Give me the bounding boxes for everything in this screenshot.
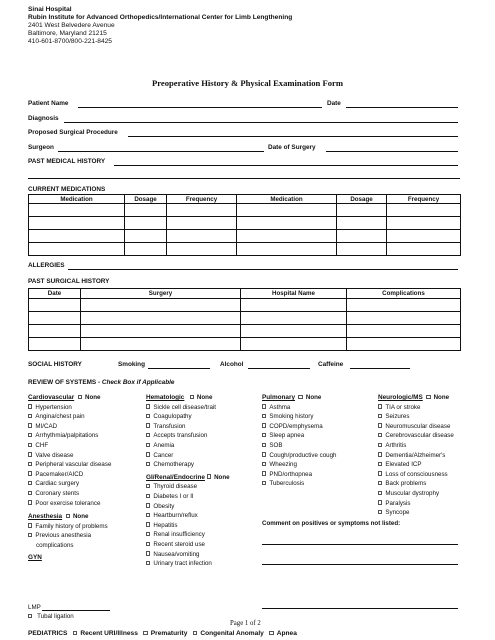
none-label: None [196, 394, 213, 401]
diagnosis-field[interactable] [64, 122, 458, 123]
table-row[interactable] [29, 230, 461, 243]
list-item[interactable]: CHF [28, 441, 111, 451]
gi-heading: GI/Renal/Endocrine [146, 473, 205, 481]
lmp-label: LMP [28, 604, 41, 611]
past-medical-history-line-2[interactable] [28, 178, 460, 179]
checkbox[interactable] [28, 533, 32, 537]
none-label: None [214, 473, 230, 481]
surgical-history-table [28, 288, 461, 351]
checkbox[interactable] [262, 462, 266, 466]
surgeon-field[interactable] [58, 151, 264, 152]
list-item[interactable]: Nausea/vomiting [146, 550, 230, 560]
list-item[interactable]: Previous anesthesia [28, 531, 111, 541]
pediatrics-item: Prematurity [150, 630, 188, 637]
list-item[interactable]: Heartburn/reflux [146, 511, 230, 521]
list-item[interactable]: Asthma [262, 403, 336, 413]
checkbox[interactable] [66, 514, 70, 518]
list-item[interactable]: Thyroid disease [146, 482, 230, 492]
checkbox[interactable] [378, 510, 382, 514]
list-item[interactable]: Wheezing [262, 460, 336, 470]
checkbox[interactable] [378, 404, 382, 408]
table-row[interactable] [29, 312, 461, 325]
checkbox[interactable] [378, 481, 382, 485]
medications-header-row [29, 195, 461, 204]
checkbox[interactable] [378, 471, 382, 475]
checkbox[interactable] [378, 452, 382, 456]
comment-label: Comment on positives or symptoms not listed: [262, 520, 401, 527]
date-of-surgery-field[interactable] [326, 151, 458, 152]
neurologic-heading: Neurologic/MS [378, 394, 423, 401]
past-medical-history-label: PAST MEDICAL HISTORY [28, 158, 106, 165]
list-item[interactable]: MI/CAD [28, 422, 111, 432]
list-item[interactable]: Hypertension [28, 403, 111, 413]
list-item[interactable]: Pacemaker/AICD [28, 470, 111, 480]
header-line-4: Baltimore, Maryland 21215 [28, 30, 107, 37]
header-line-1: Sinai Hospital [28, 6, 72, 13]
hospital-header [28, 6, 292, 46]
checkbox[interactable] [146, 542, 150, 546]
list-item[interactable]: Dementia/Alzheimer's [378, 451, 454, 461]
checkbox[interactable] [146, 503, 150, 507]
smoking-label: Smoking [118, 361, 145, 368]
checkbox[interactable] [28, 404, 32, 408]
table-row[interactable] [29, 325, 461, 338]
checkbox[interactable] [298, 395, 302, 399]
list-item[interactable]: Loss of consciousness [378, 470, 454, 480]
list-item[interactable]: Urinary tract infection [146, 559, 230, 569]
pediatrics-row [28, 630, 297, 637]
checkbox[interactable] [378, 443, 382, 447]
table-row[interactable] [29, 243, 461, 256]
alcohol-label: Alcohol [220, 361, 244, 368]
lmp-field[interactable] [42, 610, 110, 611]
comment-line-1[interactable] [262, 544, 458, 545]
checkbox[interactable] [28, 452, 32, 456]
checkbox[interactable] [262, 471, 266, 475]
social-history-label: SOCIAL HISTORY [28, 361, 82, 368]
checkbox[interactable] [28, 614, 32, 618]
list-item[interactable]: Recent steroid use [146, 540, 230, 550]
col-complications: Complications [347, 289, 461, 299]
col-frequency-1: Frequency [167, 195, 237, 204]
page-footer: Page 1 of 2 [230, 620, 261, 627]
list-item[interactable]: Cardiac surgery [28, 479, 111, 489]
table-row[interactable] [29, 338, 461, 351]
list-item[interactable]: Peripheral vascular disease [28, 460, 111, 470]
list-item[interactable]: Family history of problems [28, 522, 111, 532]
list-item[interactable]: Smoking history [262, 412, 336, 422]
checkbox[interactable] [146, 522, 150, 526]
list-item: complications [36, 541, 74, 549]
list-item[interactable]: Sleep apnea [262, 431, 336, 441]
checkbox[interactable] [78, 395, 82, 399]
form-title: Preoperative History & Physical Examination Form [151, 78, 344, 88]
checkbox[interactable] [146, 513, 150, 517]
checkbox[interactable] [262, 414, 266, 418]
list-item[interactable]: Poor exercise tolerance [28, 499, 111, 509]
comment-line-2[interactable] [262, 564, 458, 565]
checkbox[interactable] [262, 443, 266, 447]
patient-name-field[interactable] [78, 107, 322, 108]
none-label: None [85, 394, 101, 401]
checkbox[interactable] [146, 443, 150, 447]
checkbox[interactable] [146, 414, 150, 418]
caffeine-field[interactable] [350, 368, 410, 369]
review-of-systems-heading [28, 379, 174, 386]
checkbox[interactable] [146, 452, 150, 456]
table-row[interactable] [29, 217, 461, 230]
list-item[interactable]: Coronary stents [28, 489, 111, 499]
proposed-procedure-field[interactable] [128, 136, 458, 137]
none-label: None [72, 513, 89, 521]
list-item[interactable]: Obesity [146, 502, 230, 512]
hematologic-heading: Hematologic [146, 394, 185, 401]
checkbox[interactable] [262, 433, 266, 437]
col-dosage-1: Dosage [125, 195, 167, 204]
list-item[interactable]: Elevated ICP [378, 460, 454, 470]
diagnosis-label: Diagnosis [28, 115, 59, 122]
surgical-history-header-row [29, 289, 461, 299]
checkbox[interactable] [378, 491, 382, 495]
checkbox[interactable] [28, 500, 32, 504]
checkbox[interactable] [378, 423, 382, 427]
list-item[interactable]: Seizures [378, 412, 454, 422]
checkbox[interactable] [262, 481, 266, 485]
list-item[interactable]: Cough/productive cough [262, 451, 336, 461]
past-medical-history-field[interactable] [114, 165, 458, 166]
proposed-procedure-label: Proposed Surgical Procedure [28, 129, 118, 136]
list-item[interactable]: Valve disease [28, 451, 111, 461]
checkbox[interactable] [28, 414, 32, 418]
list-item[interactable]: Chemotherapy [146, 460, 230, 470]
medications-table [28, 194, 461, 256]
comment-line-3[interactable] [262, 608, 458, 609]
pulmonary-section [262, 393, 336, 489]
review-of-systems-title: REVIEW OF SYSTEMS - [28, 379, 102, 386]
checkbox[interactable] [146, 561, 150, 565]
checkbox[interactable] [426, 395, 430, 399]
smoking-field[interactable] [148, 368, 210, 369]
header-line-3: 2401 West Belvedere Avenue [28, 22, 115, 29]
col-frequency-2: Frequency [387, 195, 461, 204]
checkbox[interactable] [146, 404, 150, 408]
checkbox[interactable] [28, 523, 32, 527]
list-item[interactable]: Coagulopathy [146, 412, 230, 422]
list-item[interactable]: Tubal ligation [28, 613, 74, 620]
col-hospital-name: Hospital Name [241, 289, 347, 299]
header-line-5: 410-601-8700/800-221-8425 [28, 38, 112, 45]
checkbox[interactable] [73, 631, 77, 635]
gyn-heading: GYN [28, 553, 42, 561]
table-row[interactable] [29, 299, 461, 312]
list-item[interactable]: Transfusion [146, 422, 230, 432]
list-item[interactable]: Hepatitis [146, 521, 230, 531]
checkbox[interactable] [378, 433, 382, 437]
list-item[interactable]: Syncope [378, 508, 454, 518]
checkbox[interactable] [378, 500, 382, 504]
cardiovascular-section [28, 393, 111, 562]
checkbox[interactable] [146, 462, 150, 466]
list-item[interactable]: Neuromuscular disease [378, 422, 454, 432]
checkbox[interactable] [193, 631, 197, 635]
pulmonary-heading: Pulmonary [262, 394, 296, 401]
neurologic-section [378, 393, 454, 518]
date-field[interactable] [346, 107, 458, 108]
cardiovascular-heading: Cardiovascular [28, 394, 75, 401]
table-row[interactable] [29, 204, 461, 217]
list-item[interactable]: Renal insufficiency [146, 530, 230, 540]
list-item[interactable]: Arthritis [378, 441, 454, 451]
checkbox[interactable] [28, 471, 32, 475]
list-item[interactable]: Sickle cell disease/trait [146, 403, 230, 413]
none-label: None [433, 394, 450, 401]
allergies-label: ALLERGIES [28, 262, 65, 269]
checkbox[interactable] [146, 484, 150, 488]
checkbox[interactable] [143, 631, 147, 635]
col-dosage-2: Dosage [337, 195, 387, 204]
checkbox[interactable] [262, 404, 266, 408]
checkbox[interactable] [28, 491, 32, 495]
checkbox[interactable] [262, 452, 266, 456]
none-label: None [305, 394, 322, 401]
pediatrics-label: PEDIATRICS [28, 630, 68, 637]
list-item[interactable]: Diabetes I or II [146, 492, 230, 502]
checkbox[interactable] [28, 481, 32, 485]
list-item[interactable]: Back problems [378, 479, 454, 489]
checkbox[interactable] [378, 462, 382, 466]
list-item[interactable]: Paralysis [378, 499, 454, 509]
review-instruction: Check Box if Applicable [101, 379, 175, 386]
hematologic-section [146, 393, 230, 569]
allergies-field[interactable] [68, 269, 458, 270]
current-medications-label: CURRENT MEDICATIONS [28, 186, 106, 193]
checkbox[interactable] [190, 395, 194, 399]
list-item[interactable]: Angina/chest pain [28, 412, 111, 422]
list-item[interactable]: Cancer [146, 451, 230, 461]
col-date: Date [29, 289, 81, 299]
list-item[interactable]: Tuberculosis [262, 479, 336, 489]
pediatrics-item: Recent URI/Illness [80, 630, 138, 637]
pediatrics-item: Congenital Anomaly [200, 630, 264, 637]
col-medication-2: Medication [237, 195, 337, 204]
pediatrics-item: Apnea [276, 630, 297, 637]
list-item[interactable]: PND/orthopnea [262, 470, 336, 480]
checkbox[interactable] [269, 631, 273, 635]
list-item[interactable]: Arrhythmia/palpitations [28, 431, 111, 441]
col-medication-1: Medication [29, 195, 125, 204]
checkbox[interactable] [146, 551, 150, 555]
checkbox[interactable] [146, 532, 150, 536]
checkbox[interactable] [146, 433, 150, 437]
list-item[interactable]: TIA or stroke [378, 403, 454, 413]
patient-name-label: Patient Name [28, 100, 69, 107]
header-line-2: Rubin Institute for Advanced Orthopedics/International Center for Limb Lengthening [28, 14, 293, 21]
surgeon-label: Surgeon [28, 144, 54, 151]
list-item[interactable]: COPD/emphysema [262, 422, 336, 432]
checkbox[interactable] [28, 443, 32, 447]
checkbox[interactable] [262, 423, 266, 427]
list-item[interactable]: Muscular dystrophy [378, 489, 454, 499]
checkbox[interactable] [28, 433, 32, 437]
date-label: Date [327, 100, 341, 107]
col-surgery: Surgery [81, 289, 241, 299]
anesthesia-heading: Anesthesia [28, 513, 63, 521]
checkbox[interactable] [207, 474, 211, 478]
list-item[interactable]: Accepts transfusion [146, 431, 230, 441]
alcohol-field[interactable] [248, 368, 310, 369]
past-surgical-history-label: PAST SURGICAL HISTORY [28, 278, 110, 285]
checkbox[interactable] [28, 423, 32, 427]
checkbox[interactable] [28, 462, 32, 466]
checkbox[interactable] [146, 423, 150, 427]
caffeine-label: Caffeine [318, 361, 344, 368]
checkbox[interactable] [146, 494, 150, 498]
checkbox[interactable] [378, 414, 382, 418]
list-item[interactable]: Anemia [146, 441, 230, 451]
date-of-surgery-label: Date of Surgery [268, 144, 316, 151]
list-item[interactable]: Cerebrovascular disease [378, 431, 454, 441]
list-item[interactable]: SOB [262, 441, 336, 451]
